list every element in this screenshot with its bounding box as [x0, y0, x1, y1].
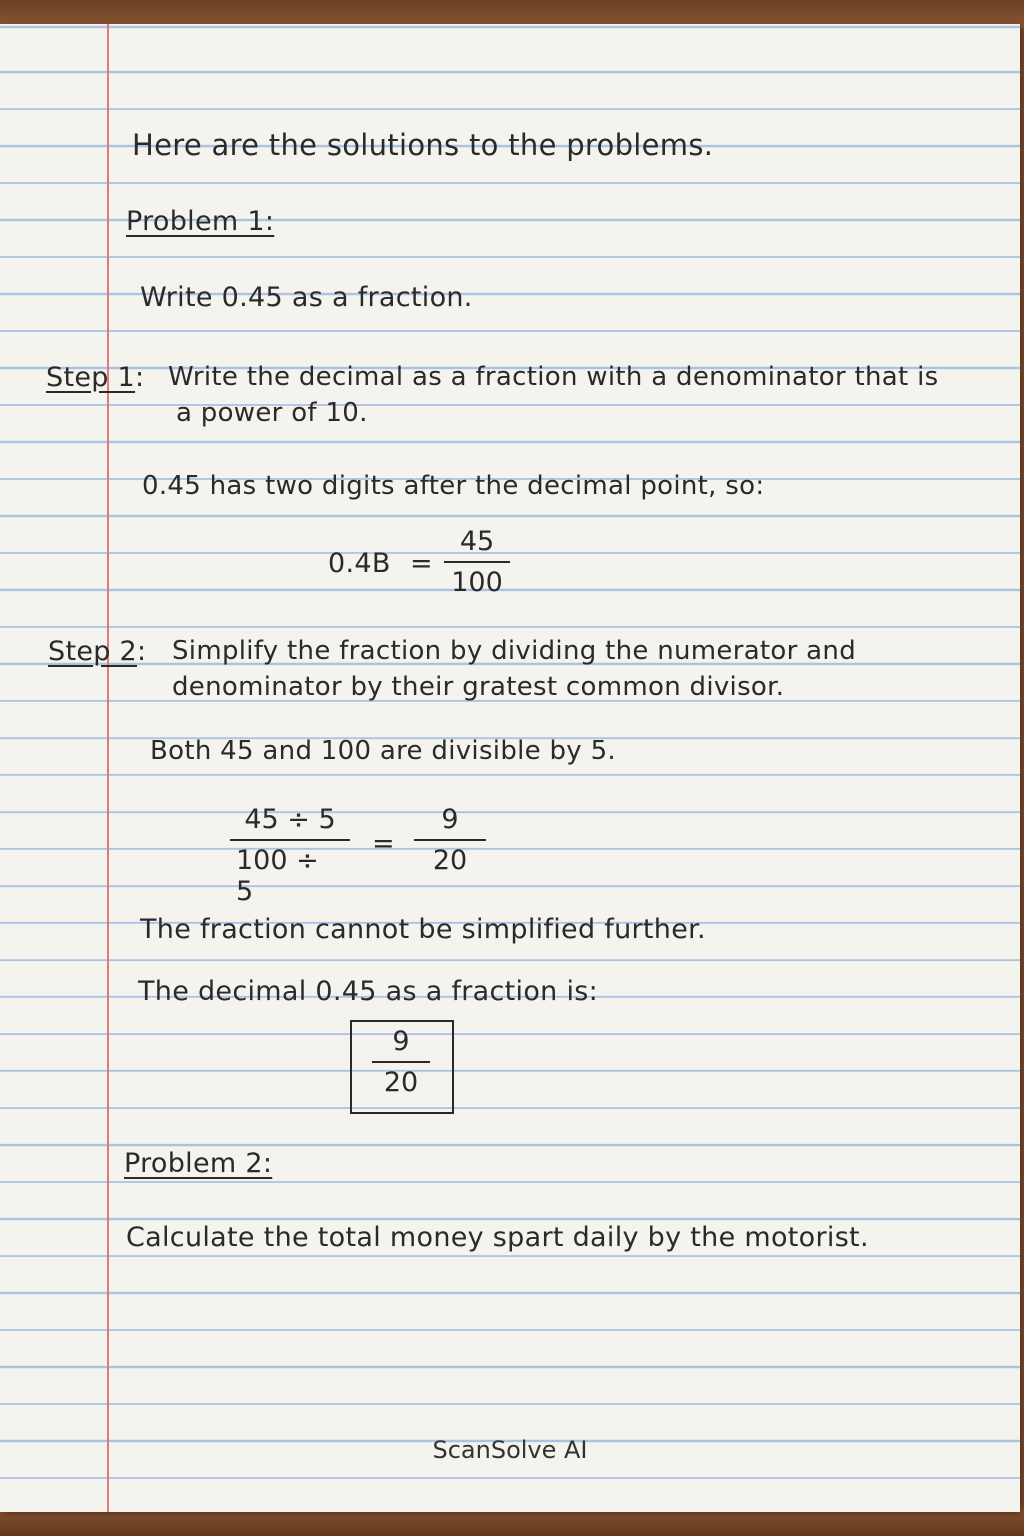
- eq1-lhs: 0.4B: [328, 548, 391, 579]
- eq2-left-numerator: 45 ÷ 5: [244, 804, 336, 835]
- step2-label-row: [48, 636, 146, 667]
- answer-fraction: [372, 1026, 430, 1098]
- step2-label: Step 2: [48, 636, 138, 667]
- eq2-right-numerator: 9: [441, 804, 459, 835]
- note-final: The decimal 0.45 as a fraction is:: [138, 976, 599, 1007]
- eq2-left-fraction: [230, 804, 350, 907]
- step2-line2: denominator by their gratest common divisor.: [172, 672, 785, 702]
- problem1-statement: Write 0.45 as a fraction.: [140, 282, 473, 313]
- step2-line1: Simplify the fraction by dividing the numerator and: [172, 636, 856, 666]
- note-divisible: Both 45 and 100 are divisible by 5.: [150, 736, 616, 766]
- eq2-right-fraction: [414, 804, 486, 876]
- step1-separator: :: [135, 362, 145, 393]
- eq2-equals: =: [372, 828, 395, 859]
- step1-line1: Write the decimal as a fraction with a denominator that is: [168, 362, 939, 392]
- margin-line: [107, 24, 109, 1512]
- problem2-heading: Problem 2:: [124, 1148, 273, 1179]
- step1-label: Step 1: [46, 362, 136, 393]
- step2-separator: :: [137, 636, 147, 667]
- eq1-equals: =: [410, 548, 433, 579]
- eq1-numerator: 45: [459, 526, 495, 557]
- intro-text: Here are the solutions to the problems.: [132, 128, 714, 162]
- desk-surface-bottom: [0, 1508, 1024, 1536]
- note-two-digits: 0.45 has two digits after the decimal point, so:: [142, 471, 765, 501]
- eq2-right-denominator: 20: [432, 845, 468, 876]
- notebook-page: [0, 24, 1020, 1512]
- answer-denominator: 20: [383, 1067, 419, 1098]
- answer-numerator: 9: [392, 1026, 410, 1057]
- step1-line2: a power of 10.: [176, 398, 368, 428]
- problem1-heading: Problem 1:: [126, 206, 275, 237]
- eq2-left-denominator: 100 ÷ 5: [236, 845, 319, 907]
- problem2-statement: Calculate the total money spart daily by the motorist.: [126, 1222, 869, 1253]
- step1-label-row: [46, 362, 144, 393]
- footer-brand: ScanSolve AI: [432, 1436, 588, 1464]
- note-cannot-simplify: The fraction cannot be simplified further.: [140, 914, 706, 945]
- eq1-fraction: [444, 526, 510, 598]
- eq1-denominator: 100: [451, 567, 503, 598]
